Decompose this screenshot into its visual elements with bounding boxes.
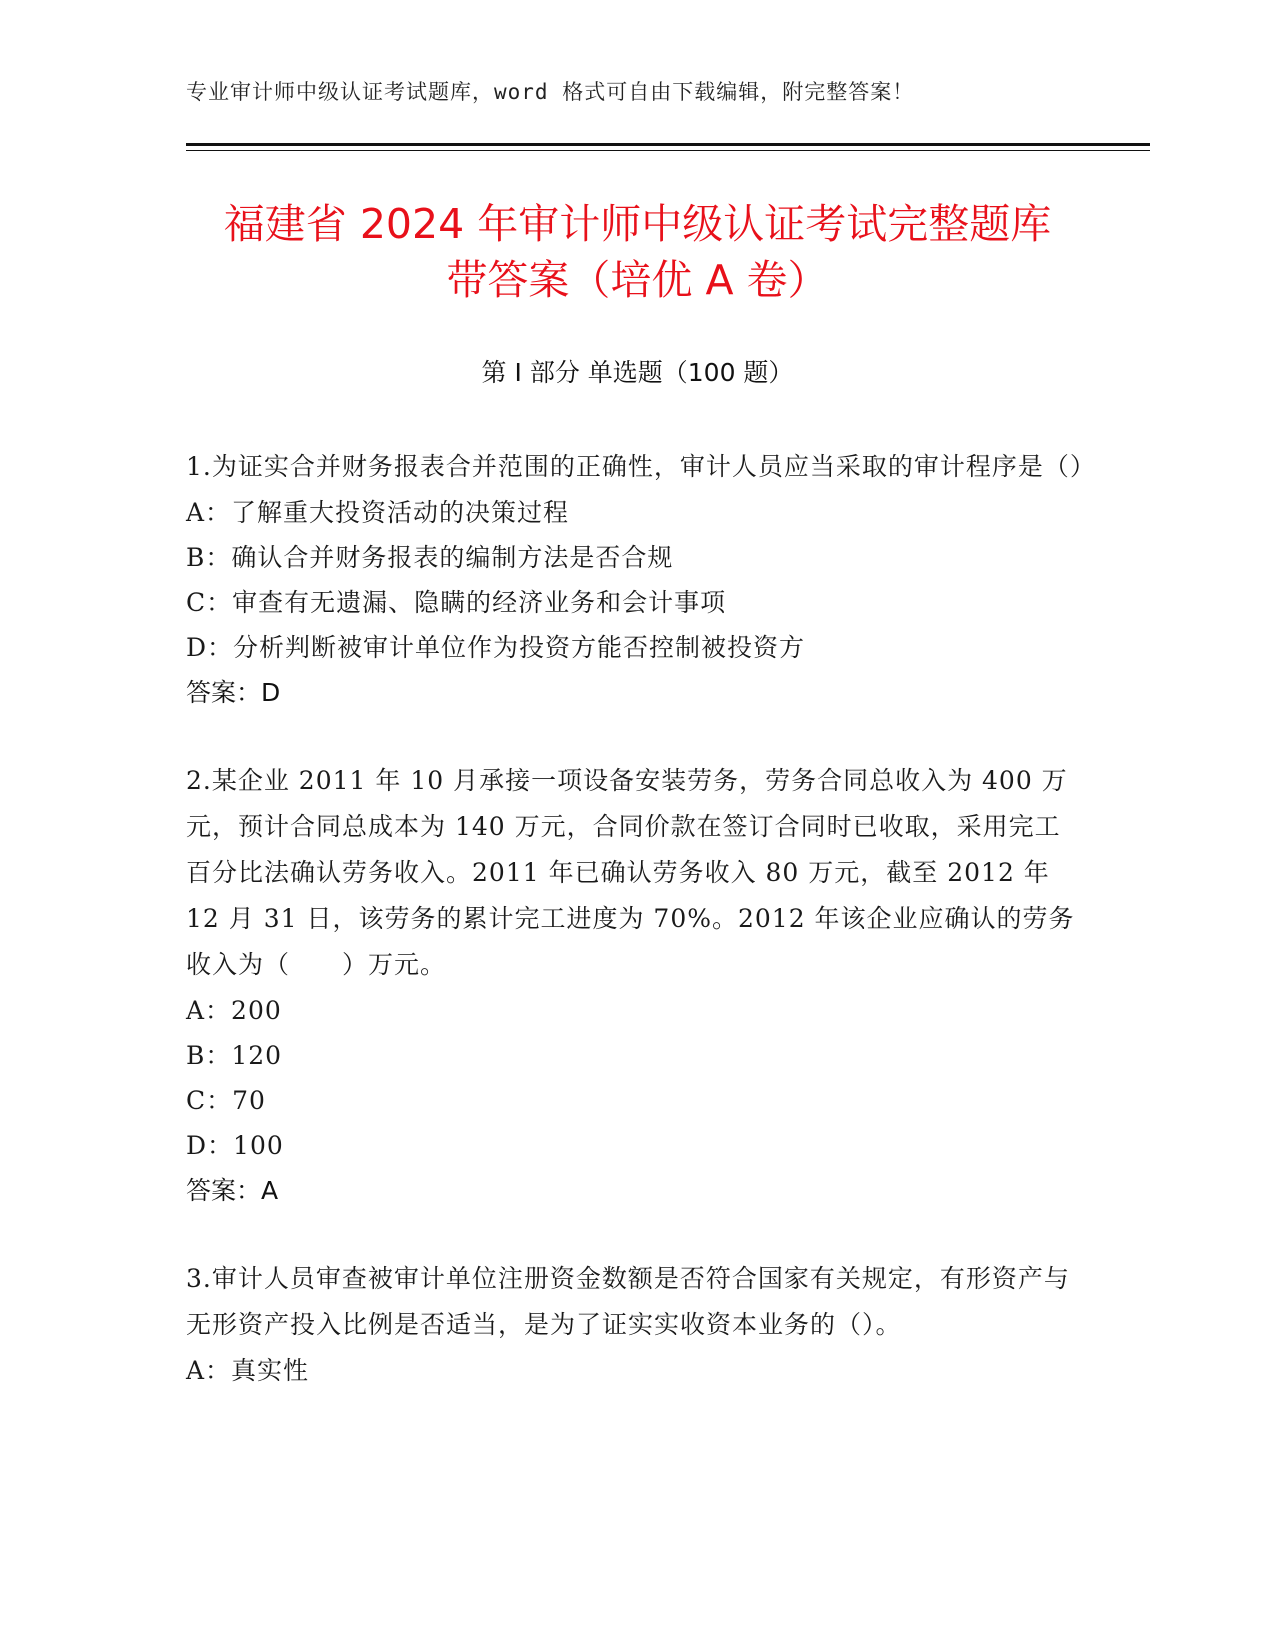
question-list (186, 444, 1096, 1436)
option-b: B：120 (186, 1041, 283, 1070)
section-title: 第 I 部分 单选题（100 题） (481, 358, 794, 387)
option-a: A：真实性 (186, 1356, 310, 1385)
answer: 答案：D (186, 678, 281, 707)
question-text: 3.审计人员审查被审计单位注册资金数额是否符合国家有关规定，有形资产与无形资产投入比例是否适当，是为了证实实收资本业务的（）。 (186, 1264, 1070, 1339)
header-divider-thin (186, 150, 1150, 151)
title-line-2: 带答案（培优 A 卷） (446, 256, 829, 304)
header-divider-thick (186, 143, 1150, 146)
option-c: C：70 (186, 1086, 266, 1115)
header-note: 专业审计师中级认证考试题库，word 格式可自由下载编辑，附完整答案！ (186, 80, 915, 104)
option-b: B：确认合并财务报表的编制方法是否合规 (186, 543, 674, 572)
question-1 (186, 444, 1096, 715)
answer: 答案：A (186, 1176, 279, 1205)
question-text: 1.为证实合并财务报表合并范围的正确性，审计人员应当采取的审计程序是（） (186, 452, 1096, 481)
option-d: D：分析判断被审计单位作为投资方能否控制被投资方 (186, 633, 806, 662)
option-c: C：审查有无遗漏、隐瞒的经济业务和会计事项 (186, 588, 727, 617)
option-d: D：100 (186, 1131, 284, 1160)
option-a: A：了解重大投资活动的决策过程 (186, 498, 570, 527)
document-title (150, 196, 1125, 308)
option-a: A：200 (186, 996, 282, 1025)
question-2 (186, 758, 1086, 1213)
question-3 (186, 1256, 1086, 1393)
question-text: 2.某企业 2011 年 10 月承接一项设备安装劳务，劳务合同总收入为 400 万元，预计合同总成本为 140 万元，合同价款在签订合同时已收取，采用完工百分比法确认劳务收入。2011 年已确认劳务收入 80 万元，截至 2012 年 12 月 31 日，该劳务的累计完工进度为 70%。2012 年该企业应确认的劳务收入为（ ）万元。 (186, 766, 1075, 979)
title-line-1: 福建省 2024 年审计师中级认证考试完整题库 (223, 200, 1052, 248)
